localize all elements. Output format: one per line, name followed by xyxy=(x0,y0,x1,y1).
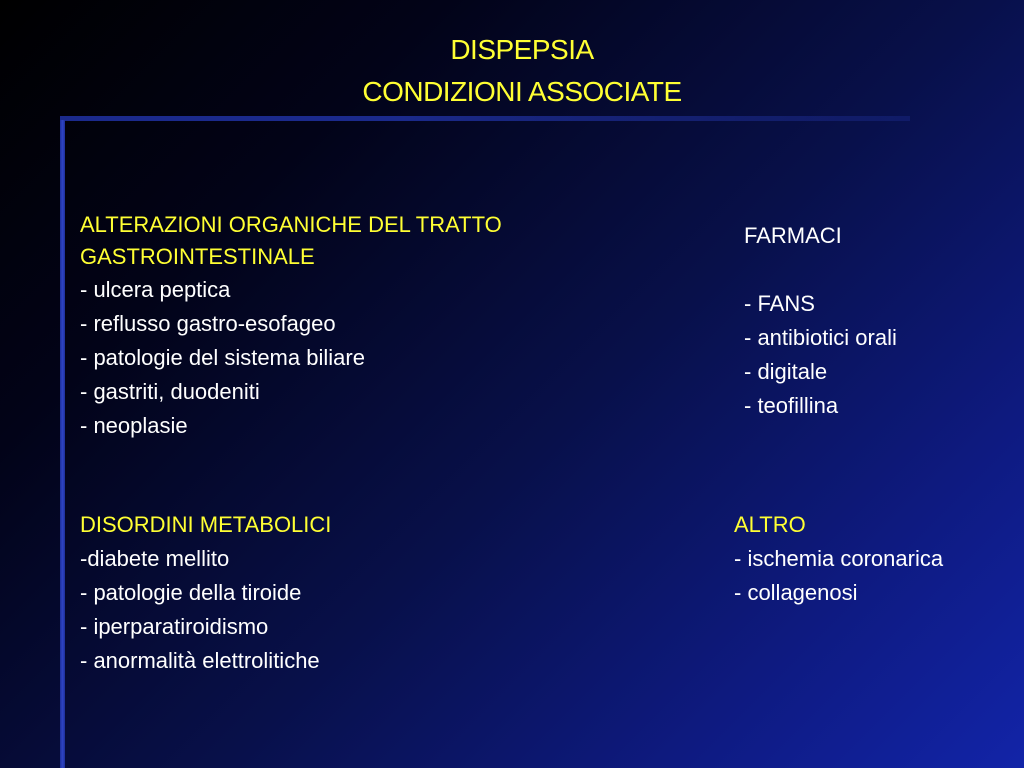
list-item: - anormalità elettrolitiche xyxy=(80,648,320,673)
organic-heading-line-2: GASTROINTESTINALE xyxy=(80,244,315,269)
list-item: - collagenosi xyxy=(734,580,858,605)
metabolic-heading: DISORDINI METABOLICI xyxy=(80,512,332,537)
altro-heading: ALTRO xyxy=(734,512,806,537)
list-item: - neoplasie xyxy=(80,413,188,438)
list-item: -diabete mellito xyxy=(80,546,230,571)
organic-alterations-block xyxy=(80,209,502,443)
organic-heading-line-1: ALTERAZIONI ORGANICHE DEL TRATTO xyxy=(80,212,502,237)
list-item: - gastriti, duodeniti xyxy=(80,379,260,404)
list-item: - teofillina xyxy=(744,393,839,418)
altro-block xyxy=(734,508,943,610)
horizontal-accent-line xyxy=(60,116,910,121)
list-item: - ischemia coronarica xyxy=(734,546,944,571)
list-item: - antibiotici orali xyxy=(744,325,897,350)
slide-title-line-2: CONDIZIONI ASSOCIATE xyxy=(362,76,682,107)
list-item: - ulcera peptica xyxy=(80,277,231,302)
list-item: - FANS xyxy=(744,291,815,316)
list-item: - patologie del sistema biliare xyxy=(80,345,365,370)
spacer xyxy=(744,253,897,287)
farmaci-heading: FARMACI xyxy=(744,223,842,248)
list-item: - digitale xyxy=(744,359,828,384)
list-item: - iperparatiroidismo xyxy=(80,614,269,639)
list-item: - reflusso gastro-esofageo xyxy=(80,311,336,336)
list-item: - patologie della tiroide xyxy=(80,580,302,605)
metabolic-disorders-block xyxy=(80,508,331,678)
farmaci-block xyxy=(744,219,897,423)
slide-title-line-1: DISPEPSIA xyxy=(450,34,594,65)
vertical-accent-line xyxy=(60,120,65,768)
